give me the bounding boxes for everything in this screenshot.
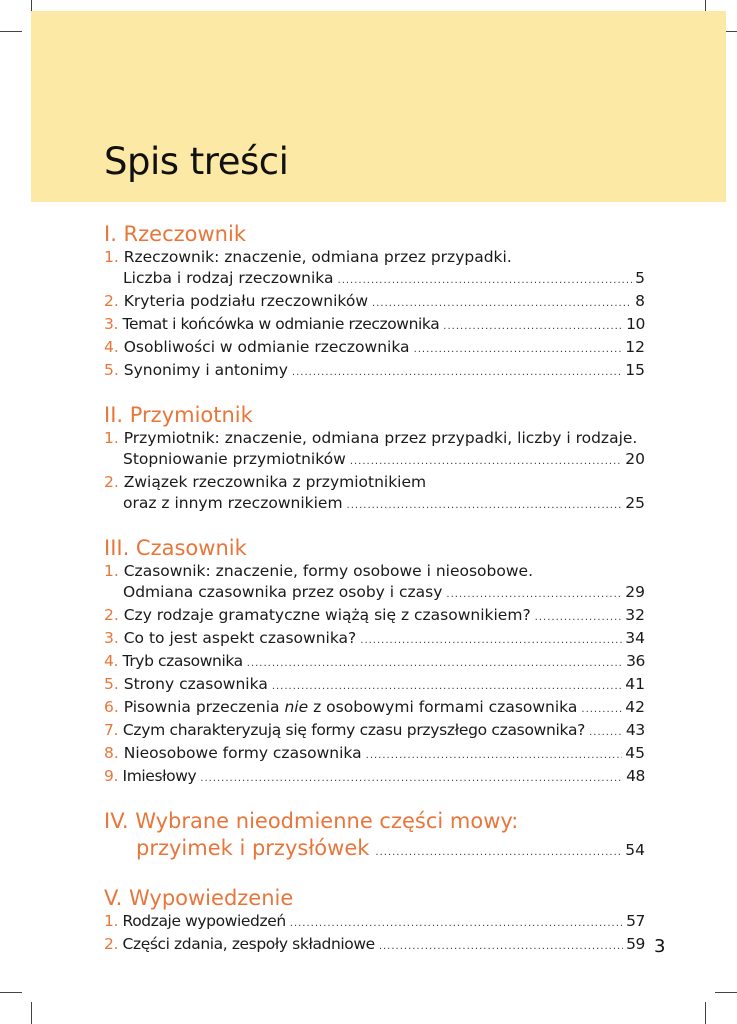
entry-page: 59	[626, 935, 645, 953]
leader-dots	[272, 676, 622, 697]
entry-number: 1.	[104, 248, 119, 266]
leader-dots	[360, 630, 622, 651]
entry-number: 3.	[104, 629, 119, 647]
section-heading: I. Rzeczownik	[104, 222, 246, 246]
section-wypowiedzenie	[104, 885, 645, 957]
leader-dots	[350, 451, 622, 472]
entry-number: 2.	[104, 473, 119, 491]
crop-mark	[31, 1002, 32, 1024]
entry-title: Tryb czasownika	[122, 652, 243, 670]
leader-dots	[247, 653, 623, 674]
entry-title: Strony czasownika	[123, 675, 268, 693]
leader-dots	[414, 339, 623, 360]
entry-page: 29	[625, 583, 645, 601]
crop-mark	[705, 1002, 706, 1024]
leader-dots	[290, 913, 623, 934]
entry-title: Nieosobowe formy czasownika	[123, 744, 362, 762]
entry-page: 10	[626, 315, 645, 333]
toc-entry[interactable]	[104, 247, 645, 291]
entry-title-cont: Liczba i rodzaj rzeczownika	[123, 269, 334, 287]
entry-page: 36	[626, 652, 645, 670]
table-of-contents	[104, 221, 645, 957]
entry-title-cont: Stopniowanie przymiotników	[123, 450, 346, 468]
leader-dots	[589, 722, 623, 743]
leader-dots	[338, 270, 633, 291]
toc-entry[interactable]	[104, 697, 645, 720]
entry-number: 7.	[104, 721, 119, 739]
page-title: Spis treści	[104, 140, 289, 183]
toc-entry[interactable]	[104, 472, 645, 516]
toc-entry[interactable]	[104, 766, 645, 789]
entry-title: Czasownik: znaczenie, formy osobowe i nieosobowe.	[123, 562, 534, 580]
entry-page: 32	[625, 606, 645, 624]
section-rzeczownik	[104, 221, 645, 383]
leader-dots	[372, 293, 632, 314]
entry-number: 4.	[104, 338, 119, 356]
entry-page: 8	[635, 292, 645, 310]
leader-dots	[379, 936, 623, 957]
section-przymiotnik	[104, 402, 645, 516]
page-number: 3	[654, 936, 666, 957]
entry-page: 25	[625, 494, 645, 512]
leader-dots	[200, 768, 623, 789]
entry-page: 48	[626, 767, 645, 785]
toc-entry[interactable]	[104, 291, 645, 314]
leader-dots	[535, 607, 623, 628]
entry-title: Osobliwości w odmianie rzeczownika	[123, 338, 410, 356]
entry-page: 42	[625, 698, 645, 716]
entry-title: Imiesłowy	[122, 767, 197, 785]
toc-entry[interactable]	[104, 628, 645, 651]
entry-title: Części zdania, zespoły składniowe	[122, 935, 375, 953]
entry-title	[124, 697, 578, 718]
entry-title: Czym charakteryzują się formy czasu przyszłego czasownika?	[122, 721, 586, 739]
crop-mark	[0, 31, 22, 32]
entry-number: 4.	[104, 652, 118, 670]
crop-mark	[0, 992, 22, 993]
leader-dots	[446, 584, 622, 605]
entry-page: 41	[625, 675, 645, 693]
entry-page: 34	[625, 629, 645, 647]
leader-dots	[375, 839, 621, 866]
entry-page: 57	[626, 912, 645, 930]
entry-number: 5.	[104, 361, 119, 379]
toc-entry[interactable]	[104, 337, 645, 360]
toc-entry[interactable]	[104, 720, 645, 743]
section-heading: III. Czasownik	[104, 536, 247, 560]
entry-title: Związek rzeczownika z przymiotnikiem	[123, 473, 427, 491]
toc-entry[interactable]	[104, 911, 645, 934]
section-czasownik	[104, 535, 645, 789]
toc-entry[interactable]	[104, 674, 645, 697]
entry-title: Czy rodzaje gramatyczne wiążą się z czasownikiem?	[123, 606, 531, 624]
crop-mark	[715, 992, 737, 993]
entry-number: 8.	[104, 744, 119, 762]
entry-number: 6.	[104, 698, 119, 716]
entry-title-cont: Odmiana czasownika przez osoby i czasy	[123, 583, 443, 601]
entry-title: Przymiotnik: znaczenie, odmiana przez przypadki, liczby i rodzaje.	[123, 429, 638, 447]
entry-title: Rodzaje wypowiedzeń	[122, 912, 286, 930]
toc-entry[interactable]	[104, 314, 645, 337]
toc-entry[interactable]	[104, 808, 645, 866]
entry-page: 45	[625, 744, 645, 762]
toc-entry[interactable]	[104, 934, 645, 957]
entry-number: 5.	[104, 675, 119, 693]
entry-title: Synonimy i antonimy	[123, 361, 288, 379]
leader-dots	[443, 316, 623, 337]
entry-title-cont: oraz z innym rzeczownikiem	[123, 494, 343, 512]
section-heading: II. Przymiotnik	[104, 403, 253, 427]
entry-title-emphasis: nie	[284, 698, 309, 716]
toc-entry[interactable]	[104, 605, 645, 628]
entry-title: Rzeczownik: znaczenie, odmiana przez przypadki.	[123, 248, 512, 266]
entry-page: 15	[625, 361, 645, 379]
toc-entry[interactable]	[104, 743, 645, 766]
entry-page: 5	[635, 269, 645, 287]
toc-entry[interactable]	[104, 360, 645, 383]
entry-number: 1.	[104, 429, 119, 447]
section-heading: IV. Wybrane nieodmienne części mowy:	[104, 809, 519, 833]
toc-entry[interactable]	[104, 428, 645, 472]
leader-dots	[292, 362, 622, 383]
entry-title-part: z osobowymi formami czasownika	[308, 698, 578, 716]
section-heading-cont: przyimek i przysłówek	[136, 836, 370, 860]
leader-dots	[581, 699, 622, 720]
entry-number: 2.	[104, 606, 119, 624]
entry-page: 43	[625, 721, 645, 739]
entry-title: Co to jest aspekt czasownika?	[123, 629, 357, 647]
entry-number: 2.	[104, 292, 119, 310]
entry-title-part: Pisownia przeczenia	[123, 698, 285, 716]
entry-page: 20	[625, 450, 645, 468]
entry-title: Temat i końcówka w odmianie rzeczownika	[122, 315, 440, 333]
entry-number: 2.	[104, 935, 118, 953]
toc-entry[interactable]	[104, 561, 645, 605]
entry-title: Kryteria podziału rzeczowników	[123, 292, 368, 310]
entry-number: 1.	[104, 912, 118, 930]
entry-number: 1.	[104, 562, 119, 580]
leader-dots	[366, 745, 623, 766]
entry-page: 12	[625, 338, 645, 356]
entry-number: 3.	[104, 315, 118, 333]
entry-page: 54	[625, 841, 645, 859]
section-nieodmienne	[104, 808, 645, 866]
leader-dots	[347, 495, 623, 516]
toc-entry[interactable]	[104, 651, 645, 674]
entry-number: 9.	[104, 767, 118, 785]
section-heading: V. Wypowiedzenie	[104, 886, 294, 910]
